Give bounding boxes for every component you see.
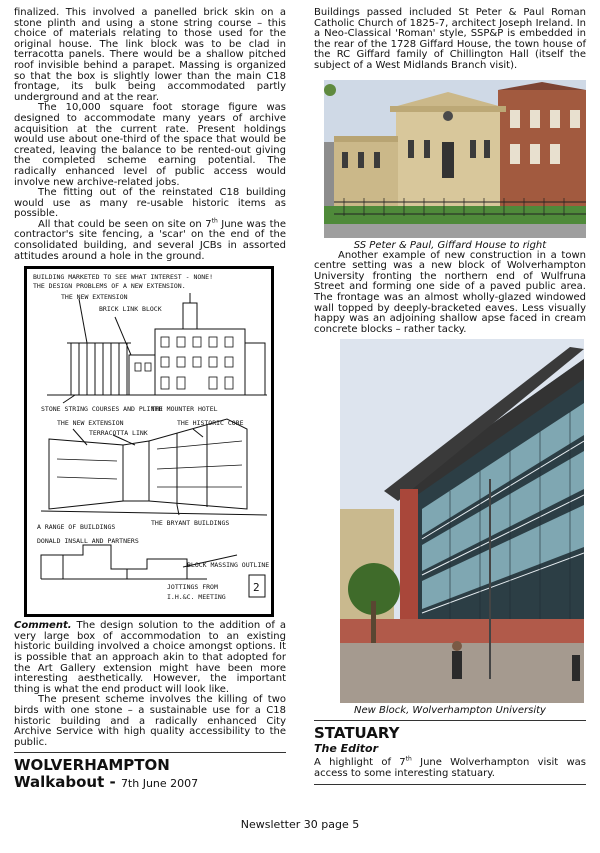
sketch-label-stone-string: STONE STRING COURSES AND PLINTH	[41, 405, 163, 414]
heading-statuary: STATUARY	[314, 724, 400, 743]
paragraph-comment	[14, 621, 286, 695]
sketch-label-new-extension-2: THE NEW EXTENSION	[57, 419, 124, 428]
sketch-note-1: BUILDING MARKETED TO SEE WHAT INTEREST - NONE!	[33, 273, 214, 282]
sketch-label-mounter: THE MOUNTER HOTEL	[151, 405, 218, 414]
paragraph-buildings-passed: Buildings passed included St Peter & Paul Roman Catholic Church of 1825-7, architect Joseph Ireland. In a Neo-Classical 'Roman' style, SSP&P is embedded in the rear of the 1728 Giffard House, the town house of the RC Giffard family of Chillington Hall (itself the subject of a West Midlands Branch visit).	[314, 7, 586, 71]
sketch-label-terracotta: TERRACOTTA LINK	[89, 429, 148, 438]
paragraph-fitting-out: The fitting out of the reinstated C18 building would use as many re-usable historic items as possible.	[14, 187, 286, 220]
statuary-text-sup: th	[405, 755, 412, 763]
section-divider-left	[14, 752, 286, 753]
sketch-label-range: A RANGE OF BUILDINGS	[37, 523, 116, 532]
church-photo-image	[324, 80, 586, 238]
paragraph-statuary	[314, 755, 587, 779]
paragraph-present-scheme: The present scheme involves the killing of two birds with one stone – a sustainable use for a C18 historic building and a radically enhanced City Archive Service with high quality accessibility to the public.	[14, 694, 286, 748]
paragraph-storage: The 10,000 square foot storage figure was designed to accommodate many years of archive acquisition at the current rate. Present holdings would use about one-third of the space that would be created, leaving the balance to be rented-out giving the completed scheme earning potential. The radically enhanced level of public access would involve new archive-related jobs.	[14, 102, 286, 188]
sketch-drawing	[27, 269, 271, 614]
sketch-label-block-massing: BLOCK MASSING OUTLINE	[187, 561, 270, 570]
site-text-sup: th	[211, 217, 218, 225]
sketch-label-bryant: THE BRYANT BUILDINGS	[151, 519, 230, 528]
comment-label: Comment.	[14, 620, 72, 632]
sketch-label-donald: DONALD INSALL AND PARTNERS	[37, 537, 139, 546]
paragraph-site	[14, 217, 286, 262]
statuary-text-end: June Wolverhampton visit was access to some interesting statuary.	[314, 757, 587, 779]
left-column	[14, 8, 286, 792]
right-column	[314, 8, 586, 789]
page-footer: Newsletter 30 page 5	[240, 818, 360, 831]
university-photo-image	[340, 339, 584, 703]
caption-university: New Block, Wolverhampton University	[354, 705, 546, 717]
heading-date: 7th June 2007	[120, 777, 199, 791]
site-text-start: All that could be seen on site on 7	[38, 218, 212, 230]
sketch-label-brick-link: BRICK LINK BLOCK	[99, 305, 162, 314]
sketch-label-new-extension: THE NEW EXTENSION	[61, 293, 128, 302]
section-divider-right-bottom	[314, 784, 586, 785]
photo-university	[340, 339, 584, 703]
architect-sketch	[24, 266, 274, 617]
site-text-end: June was the contractor's site fencing, a 'scar' on the end of the consolidated building, and several JCBs in assorted attitudes around a hole in the ground.	[14, 218, 286, 262]
section-divider-right	[314, 720, 586, 721]
subheading-editor: The Editor	[314, 742, 379, 756]
sketch-label-jottings-1: JOTTINGS FROM	[167, 583, 218, 592]
sketch-label-historic-core: THE HISTORIC CORE	[177, 419, 244, 428]
sketch-page-number: 2	[253, 581, 260, 595]
heading-wolverhampton: WOLVERHAMPTON	[14, 756, 170, 775]
sketch-note-2: THE DESIGN PROBLEMS OF A NEW EXTENSION.	[33, 282, 186, 291]
heading-walkabout	[14, 774, 286, 792]
heading-walkabout-word: Walkabout	[14, 773, 105, 792]
comment-text: The design solution to the addition of a very large box of accommodation to an existing historic building involved a choice amongst options. It is possible that an approach akin to that adopted for the Art Gallery extension might have been more interesting aesthetically. However, the important thing is what the end product will look like.	[14, 620, 286, 695]
paragraph-new-construction: Another example of new construction in a town centre setting was a new block of Wolverhampton University fronting the northern end of Wulfruna Street and forming one side of a paved public area. The frontage was an almost wholly-glazed windowed wall topped by deeply-bracketed eaves. Less visually happy was an adjoining shallow apse faced in cream concrete blocks – rather tacky.	[314, 249, 586, 335]
sketch-label-jottings-2: I.H.&C. MEETING	[167, 593, 226, 602]
photo-church	[324, 80, 586, 238]
heading-separator: -	[104, 773, 121, 792]
caption-church: SS Peter & Paul, Giffard House to right	[353, 239, 547, 251]
statuary-text-start: A highlight of 7	[314, 757, 406, 769]
paragraph-finalized: finalized. This involved a panelled brick skin on a stone plinth and using a stone string course – this choice of materials relating to those used for the original house. The link block was to be clad in terracotta panels. There would be a shallow pitched roof invisible behind a parapet. Massing is organized so that the box is slightly lower than the main C18 frontage, its bulk being accommodated partly underground and at the rear.	[14, 7, 286, 103]
